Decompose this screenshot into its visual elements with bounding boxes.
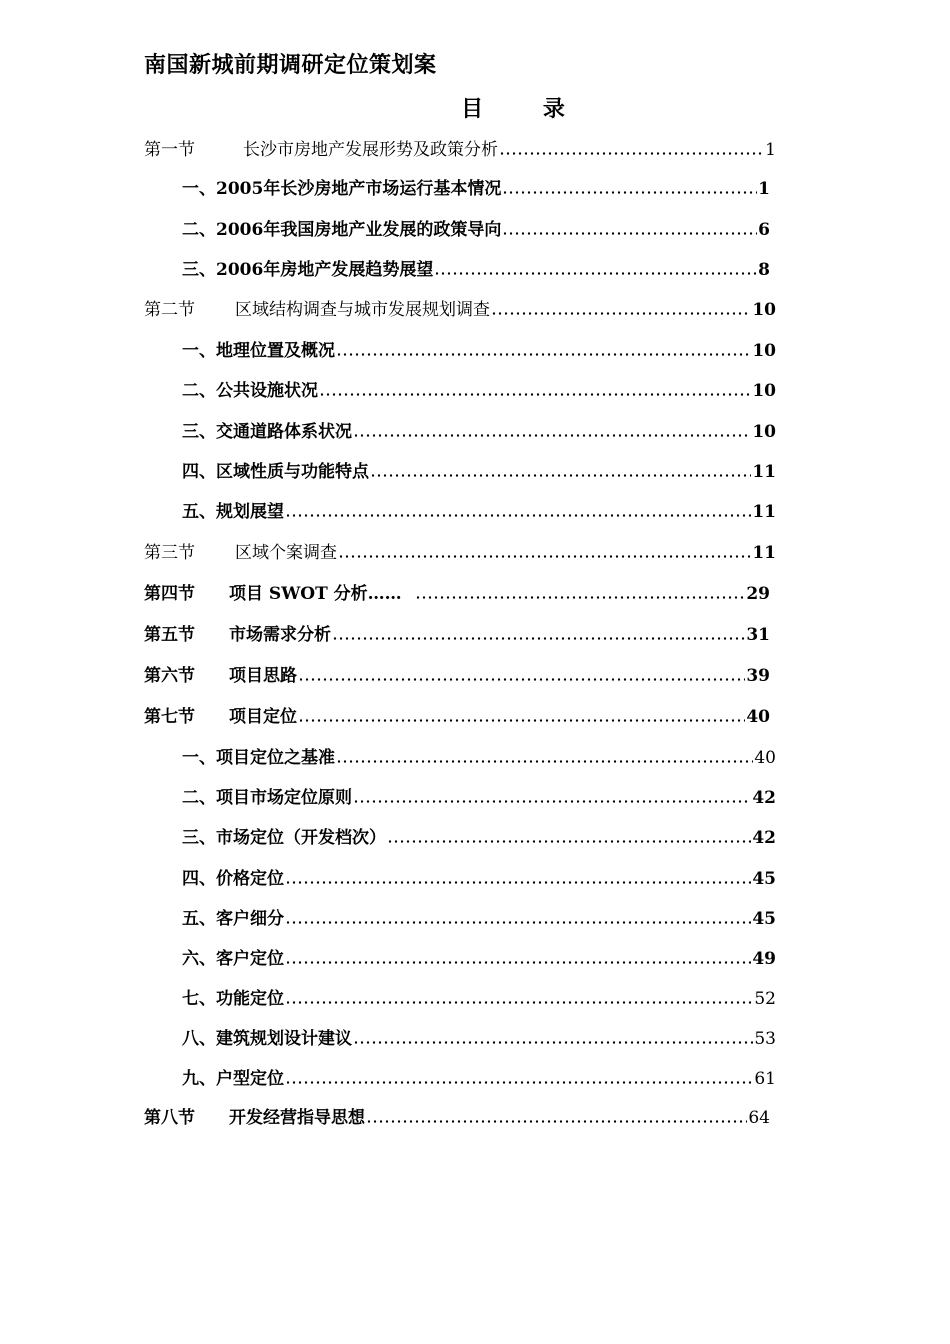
toc-entry-text: 九、户型定位 <box>182 1069 284 1089</box>
dot-leader <box>332 623 745 647</box>
toc-page-number: 45 <box>752 869 776 889</box>
toc-entry-text: 一、2005年长沙房地产市场运行基本情况 <box>182 179 502 199</box>
dot-leader <box>499 138 764 162</box>
document-title: 南国新城前期调研定位策划案 <box>144 52 437 78</box>
toc-entry[interactable] <box>182 379 776 403</box>
toc-entry-text: 市场需求分析 <box>229 625 331 645</box>
toc-entry[interactable] <box>182 218 770 242</box>
toc-entry-text: 四、区域性质与功能特点 <box>182 462 369 482</box>
toc-entry-text: 四、价格定位 <box>182 869 284 889</box>
toc-heading: 目 录 <box>461 96 591 122</box>
toc-page-number: 52 <box>754 989 776 1009</box>
dot-leader <box>502 177 757 201</box>
toc-entry-text: 项目定位 <box>229 707 297 727</box>
dot-leader <box>298 664 745 688</box>
toc-page-number: 42 <box>752 828 776 848</box>
toc-entry-text: 长沙市房地产发展形势及政策分析 <box>243 140 498 160</box>
dot-leader <box>415 582 746 606</box>
toc-page-number: 8 <box>758 260 770 280</box>
toc-entry[interactable] <box>144 582 770 606</box>
toc-entry[interactable] <box>144 705 770 729</box>
toc-page-number: 10 <box>752 300 776 320</box>
dot-leader <box>353 420 751 444</box>
toc-section-label: 第八节 <box>144 1108 195 1128</box>
toc-entry-text: 一、项目定位之基准 <box>182 748 335 768</box>
toc-entry-text: 项目 SWOT 分析…… <box>229 584 402 604</box>
toc-entry[interactable] <box>182 987 776 1011</box>
toc-entry-text: 一、地理位置及概况 <box>182 341 335 361</box>
toc-entry-text: 项目思路 <box>229 666 297 686</box>
dot-leader <box>336 339 751 363</box>
toc-page-number: 10 <box>752 341 776 361</box>
toc-page-number: 1 <box>758 179 770 199</box>
toc-page-number: 39 <box>746 666 770 686</box>
toc-page-number: 42 <box>752 788 776 808</box>
dot-leader <box>285 947 751 971</box>
dot-leader <box>336 746 753 770</box>
toc-section-label: 第六节 <box>144 666 195 686</box>
toc-section-label: 第二节 <box>144 300 195 320</box>
toc-page-number: 45 <box>752 909 776 929</box>
toc-page-number: 40 <box>754 748 776 768</box>
toc-section-label: 第五节 <box>144 625 195 645</box>
dot-leader <box>353 786 751 810</box>
toc-entry-text: 区域结构调查与城市发展规划调查 <box>235 300 490 320</box>
dot-leader <box>285 987 753 1011</box>
toc-entry-text: 三、市场定位（开发档次） <box>182 828 386 848</box>
toc-entry[interactable] <box>182 258 770 282</box>
toc-entry-text: 六、客户定位 <box>182 949 284 969</box>
toc-entry[interactable] <box>144 138 776 162</box>
dot-leader <box>366 1106 747 1130</box>
toc-page-number: 11 <box>752 502 776 522</box>
toc-entry[interactable] <box>182 786 776 810</box>
toc-entry[interactable] <box>182 420 776 444</box>
toc-entry[interactable] <box>182 500 776 524</box>
toc-entry-text: 五、规划展望 <box>182 502 284 522</box>
toc-page-number: 1 <box>765 140 776 160</box>
dot-leader <box>285 907 751 931</box>
dot-leader <box>387 826 751 850</box>
dot-leader <box>319 379 751 403</box>
toc-entry-text: 五、客户细分 <box>182 909 284 929</box>
toc-page-number: 53 <box>754 1029 776 1049</box>
toc-entry[interactable] <box>182 947 776 971</box>
toc-page-number: 11 <box>752 543 776 563</box>
toc-entry-text: 二、2006年我国房地产业发展的政策导向 <box>182 220 502 240</box>
toc-page-number: 11 <box>752 462 776 482</box>
toc-entry[interactable] <box>144 1106 770 1130</box>
toc-entry[interactable] <box>182 339 776 363</box>
toc-entry-text: 七、功能定位 <box>182 989 284 1009</box>
toc-entry-text: 八、建筑规划设计建议 <box>182 1029 352 1049</box>
toc-section-label: 第一节 <box>144 140 195 160</box>
toc-entry[interactable] <box>182 826 776 850</box>
toc-page-number: 61 <box>754 1069 776 1089</box>
toc-entry-text: 三、交通道路体系状况 <box>182 422 352 442</box>
toc-entry-text: 二、公共设施状况 <box>182 381 318 401</box>
toc-entry[interactable] <box>182 746 776 770</box>
toc-page-number: 6 <box>758 220 770 240</box>
toc-entry-text: 三、2006年房地产发展趋势展望 <box>182 260 434 280</box>
toc-entry[interactable] <box>144 623 770 647</box>
toc-page-number: 64 <box>748 1108 770 1128</box>
toc-page-number: 40 <box>746 707 770 727</box>
toc-entry[interactable] <box>182 177 770 201</box>
toc-entry[interactable] <box>144 541 776 565</box>
dot-leader <box>285 1067 753 1091</box>
dot-leader <box>298 705 745 729</box>
toc-section-label: 第四节 <box>144 584 195 604</box>
toc-entry[interactable] <box>182 907 776 931</box>
dot-leader <box>338 541 751 565</box>
toc-entry[interactable] <box>182 1027 776 1051</box>
toc-section-label: 第三节 <box>144 543 195 563</box>
toc-page-number: 10 <box>752 422 776 442</box>
dot-leader <box>502 218 757 242</box>
toc-page-number: 10 <box>752 381 776 401</box>
dot-leader <box>285 867 751 891</box>
toc-entry[interactable] <box>182 867 776 891</box>
toc-entry[interactable] <box>182 1067 776 1091</box>
toc-page-number: 49 <box>752 949 776 969</box>
dot-leader <box>491 298 751 322</box>
dot-leader <box>370 460 751 484</box>
toc-section-label: 第七节 <box>144 707 195 727</box>
toc-entry-text: 开发经营指导思想 <box>229 1108 365 1128</box>
toc-entry[interactable] <box>144 664 770 688</box>
dot-leader <box>285 500 751 524</box>
toc-entry[interactable] <box>182 460 776 484</box>
toc-entry-text: 二、项目市场定位原则 <box>182 788 352 808</box>
toc-page-number: 31 <box>746 625 770 645</box>
toc-entry-text: 区域个案调查 <box>235 543 337 563</box>
dot-leader <box>434 258 757 282</box>
toc-page-number: 29 <box>746 584 770 604</box>
toc-entry[interactable] <box>144 298 776 322</box>
dot-leader <box>353 1027 753 1051</box>
